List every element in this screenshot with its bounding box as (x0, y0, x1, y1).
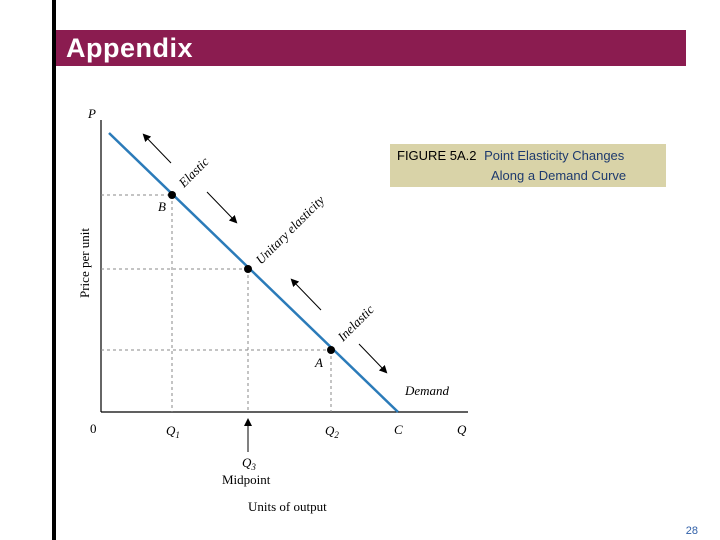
midpoint-dot (244, 265, 252, 273)
figure-title-line1: Point Elasticity Changes (484, 148, 625, 163)
page-number: 28 (685, 525, 698, 537)
region-inelastic-label: Inelastic (334, 301, 377, 345)
figure-label: FIGURE 5A.2 (397, 148, 477, 163)
x-intercept-label: C (394, 422, 403, 437)
demand-label: Demand (405, 383, 450, 398)
figure-title-line2: Along a Demand Curve (491, 168, 627, 183)
region-elastic-label: Elastic (175, 153, 212, 191)
x-axis-title: Units of output (248, 499, 327, 514)
point-b-label: B (158, 199, 166, 214)
q2-label: $Q_2$ (325, 423, 339, 440)
y-axis-symbol: P (88, 106, 96, 121)
x-axis-symbol: Q (457, 422, 467, 437)
origin-label: 0 (90, 421, 97, 436)
point-b-dot (168, 191, 176, 199)
demand-curve (109, 133, 398, 412)
region-unitary-label: Unitary elasticity (252, 192, 328, 268)
point-a-dot (327, 346, 335, 354)
point-a-label: A (315, 355, 323, 370)
slide-title: Appendix (66, 33, 194, 63)
q1-label: $Q_1$ (166, 423, 180, 440)
q3-label: $Q_3$ (242, 455, 256, 472)
midpoint-label: Midpoint (222, 472, 271, 487)
y-axis-title: Price per unit (77, 227, 92, 298)
